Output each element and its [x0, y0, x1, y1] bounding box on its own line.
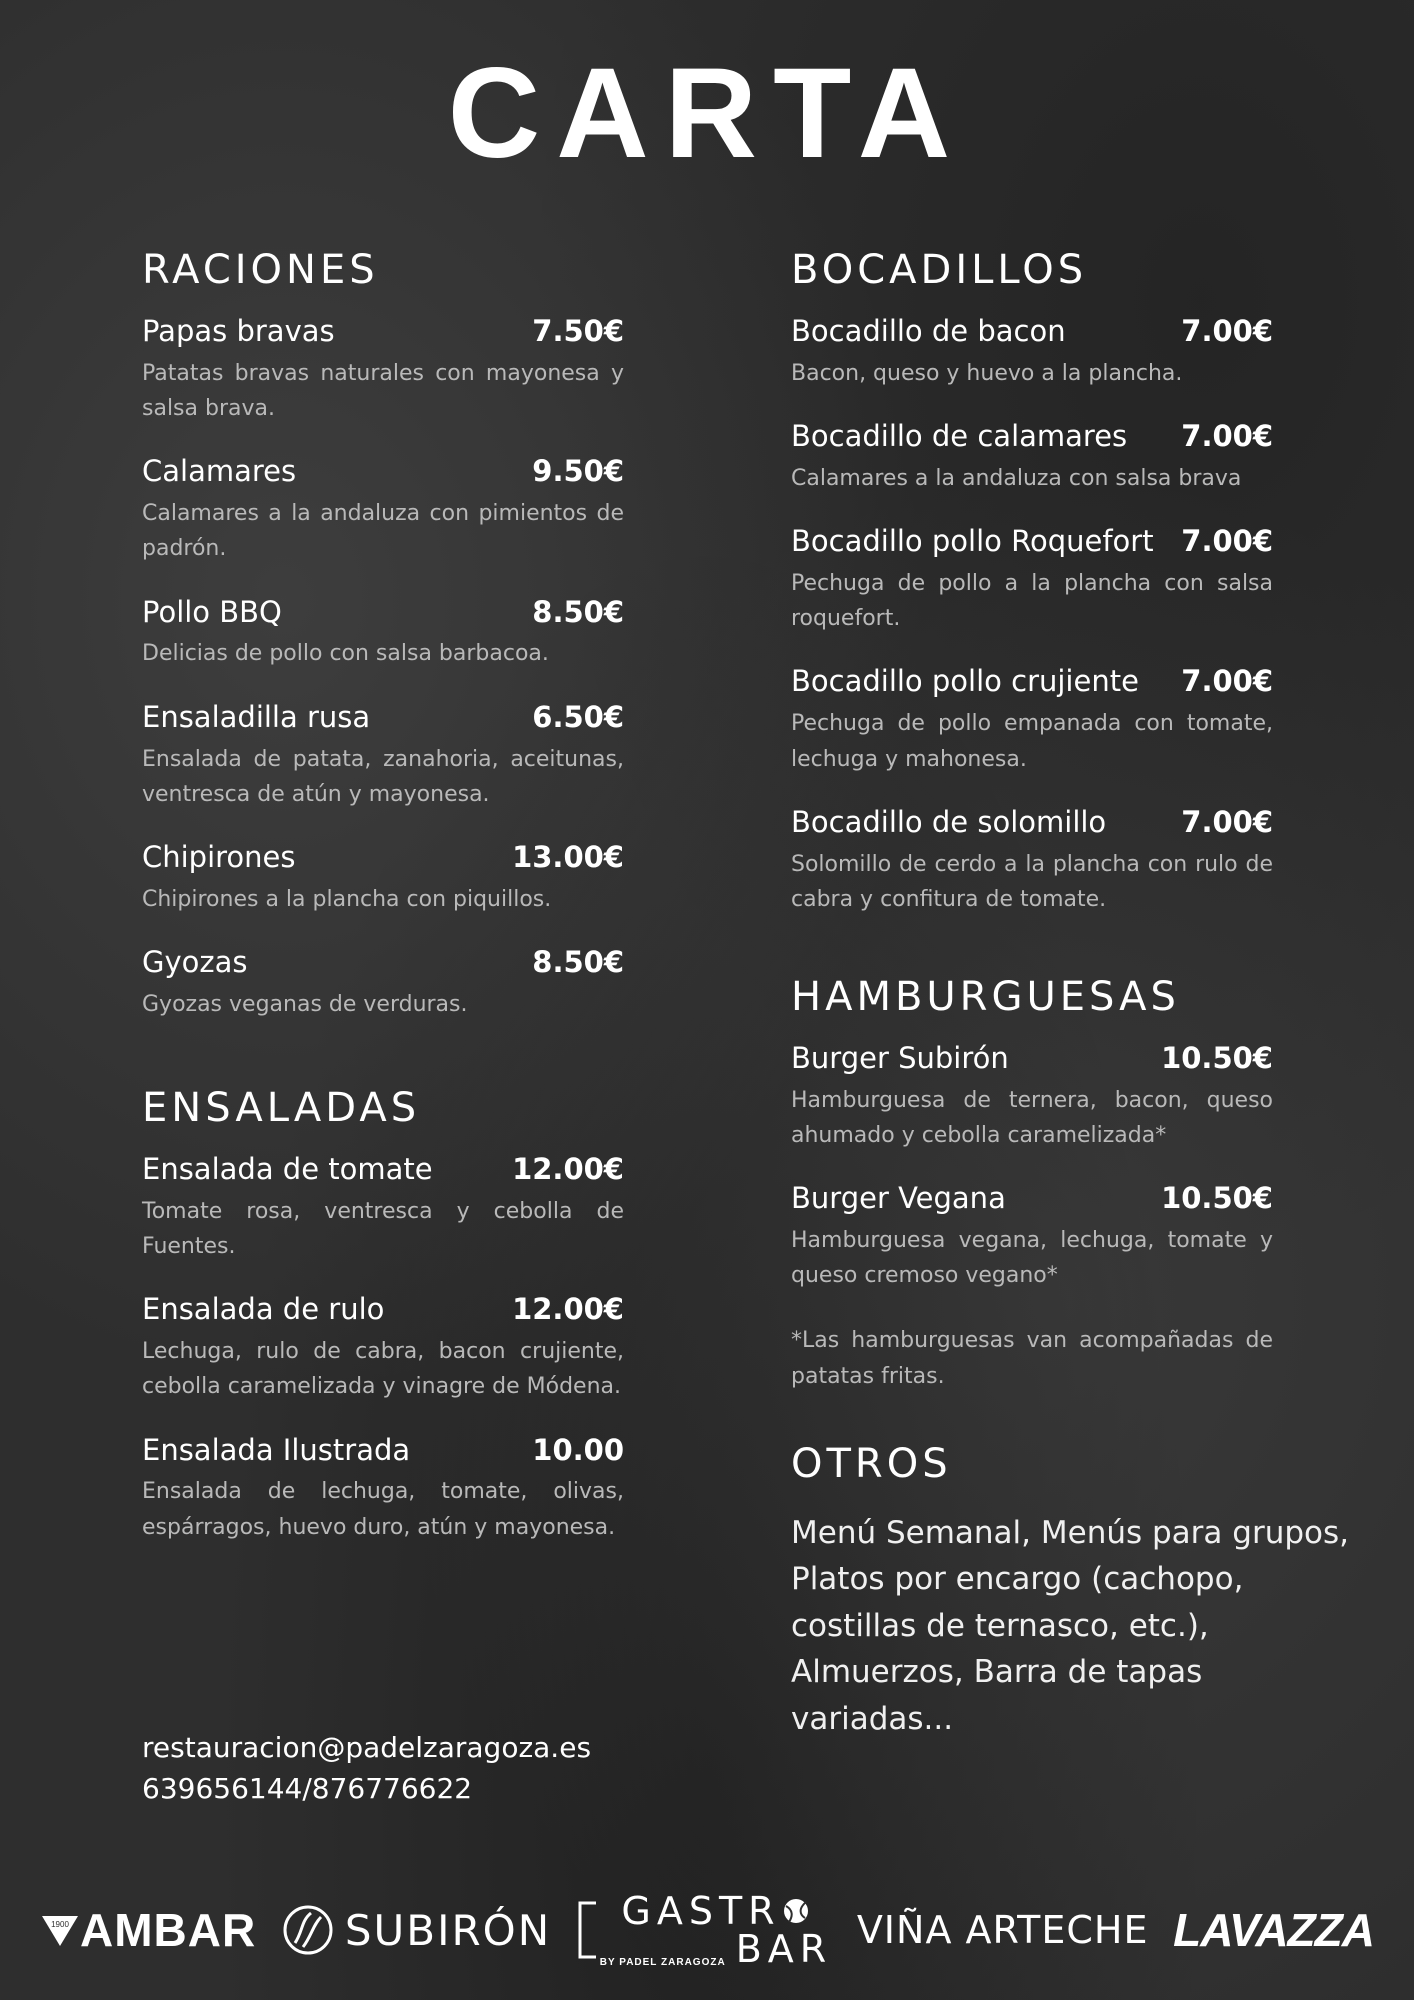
item-description: Hamburguesa de ternera, bacon, queso ahumado y cebolla caramelizada* [791, 1087, 1273, 1149]
section-title-otros: OTROS [791, 1440, 952, 1487]
menu-item [142, 699, 624, 812]
item-name: Gyozas [142, 944, 248, 979]
item-price: 7.00€ [1181, 314, 1273, 348]
lavazza-logo-text: LAVAZZA [1173, 1904, 1374, 1956]
contact-phones: 639656144/876776622 [142, 1771, 473, 1805]
item-price: 12.00€ [512, 1152, 624, 1187]
contact-email: restauracion@padelzaragoza.es [142, 1731, 592, 1764]
vina-arteche-logo-text: VIÑA ARTECHE [856, 1908, 1149, 1952]
item-price: 10.50€ [1161, 1040, 1273, 1075]
item-description: Calamares a la andaluza con salsa brava [791, 465, 1242, 491]
menu-item [791, 1040, 1273, 1153]
gastrobar-logo [576, 1889, 833, 1971]
menu-item [791, 421, 1273, 496]
item-description: Pechuga de pollo a la plancha con salsa roquefort. [791, 571, 1273, 632]
item-price: 7.00€ [1181, 664, 1273, 699]
item-name: Bocadillo pollo Roquefort [791, 524, 1154, 559]
vina-arteche-logo [857, 1908, 1149, 1952]
item-description: Calamares a la andaluza con pimientos de padrón. [142, 501, 624, 562]
left-column [142, 247, 624, 1575]
item-price: 8.50€ [532, 944, 624, 979]
gastrobar-tagline: BY PADEL ZARAGOZA [599, 1957, 726, 1968]
menu-item [142, 839, 624, 917]
lavazza-logo [1173, 1903, 1374, 1957]
item-description: Solomillo de cerdo a la plancha con rulo de cabra y confitura de tomate. [791, 851, 1273, 912]
subiron-emblem-icon [281, 1903, 335, 1957]
section-title-hamburguesas: HAMBURGUESAS [791, 973, 1180, 1020]
menu-item [791, 1183, 1273, 1293]
item-price: 10.00 [532, 1432, 624, 1467]
item-price: 7.50€ [532, 314, 624, 348]
menu-item [142, 1432, 624, 1545]
gastrobar-line1: GASTR [621, 1889, 781, 1933]
item-price: 9.50€ [532, 454, 624, 489]
item-name: Calamares [142, 454, 297, 489]
item-name: Burger Vegana [791, 1181, 1006, 1216]
hamburguesas-note: *Las hamburguesas van acompañadas de patatas fritas. [791, 1328, 1273, 1389]
menu-item [791, 666, 1273, 776]
item-description: Pechuga de pollo empanada con tomate, lechuga y mahonesa. [791, 711, 1273, 772]
ambar-year: 1900 [51, 1920, 69, 1929]
section-title-bocadillos: BOCADILLOS [791, 247, 1088, 293]
item-name: Ensalada Ilustrada [142, 1432, 411, 1467]
item-price: 10.50€ [1161, 1181, 1273, 1216]
menu-item [791, 526, 1273, 636]
sponsor-logos [40, 1880, 1374, 1980]
padel-ball-icon [781, 1896, 811, 1926]
item-name: Pollo BBQ [142, 594, 282, 629]
menu-item [791, 804, 1273, 917]
menu-item [142, 594, 624, 672]
item-price: 7.00€ [1181, 524, 1273, 559]
gastrobar-bracket-icon [576, 1895, 600, 1965]
subiron-logo-text: SUBIRÓN [344, 1905, 552, 1955]
section-title-raciones: RACIONES [142, 247, 379, 293]
item-name: Papas bravas [142, 314, 335, 348]
item-name: Bocadillo de bacon [791, 314, 1066, 348]
contact-info [142, 1728, 591, 1809]
item-description: Ensalada de patata, zanahoria, aceitunas, ventresca de atún y mayonesa. [142, 746, 624, 807]
item-description: Delicias de pollo con salsa barbacoa. [142, 641, 549, 667]
ambar-logo-text: AMBAR [80, 1904, 257, 1956]
item-name: Ensaladilla rusa [142, 699, 371, 734]
item-price: 6.50€ [532, 699, 624, 734]
menu-item [142, 1154, 624, 1264]
menu-item [791, 316, 1273, 391]
otros-description: Menú Semanal, Menús para grupos, Platos por encargo (cachopo, costillas de ternasco, etc.), Almuerzos, Barra de tapas variadas... [791, 1514, 1349, 1737]
item-price: 13.00€ [512, 839, 624, 874]
item-description: Hamburguesa vegana, lechuga, tomate y queso cremoso vegano* [791, 1228, 1273, 1289]
item-name: Burger Subirón [791, 1040, 1009, 1075]
menu-item [142, 316, 624, 426]
menu-item [142, 944, 624, 1022]
item-description: Tomate rosa, ventresca y cebolla de Fuentes. [142, 1198, 624, 1260]
item-name: Bocadillo de solomillo [791, 804, 1107, 839]
right-column [791, 247, 1349, 1742]
item-description: Bacon, queso y huevo a la plancha. [791, 360, 1183, 386]
item-name: Ensalada de rulo [142, 1292, 385, 1327]
item-description: Gyozas veganas de verduras. [142, 991, 468, 1017]
item-description: Patatas bravas naturales con mayonesa y salsa brava. [142, 360, 624, 422]
page-title: CARTA [447, 42, 967, 185]
gastrobar-line2: BAR [735, 1927, 833, 1971]
item-price: 7.00€ [1181, 804, 1273, 839]
subiron-logo [281, 1903, 551, 1957]
item-name: Chipirones [142, 839, 296, 874]
ambar-logo [40, 1903, 256, 1957]
item-description: Chipirones a la plancha con piquillos. [142, 886, 552, 912]
menu-item [142, 1294, 624, 1404]
item-price: 7.00€ [1181, 419, 1273, 454]
item-price: 8.50€ [532, 594, 624, 629]
item-description: Ensalada de lechuga, tomate, olivas, espárragos, huevo duro, atún y mayonesa. [142, 1479, 624, 1540]
item-name: Bocadillo pollo crujiente [791, 664, 1139, 699]
ambar-triangle-icon [40, 1910, 80, 1950]
item-price: 12.00€ [512, 1292, 624, 1327]
menu-item [142, 456, 624, 566]
section-title-ensaladas: ENSALADAS [142, 1085, 421, 1132]
item-name: Bocadillo de calamares [791, 419, 1128, 454]
item-name: Ensalada de tomate [142, 1152, 433, 1187]
item-description: Lechuga, rulo de cabra, bacon crujiente, cebolla caramelizada y vinagre de Módena. [142, 1339, 624, 1400]
